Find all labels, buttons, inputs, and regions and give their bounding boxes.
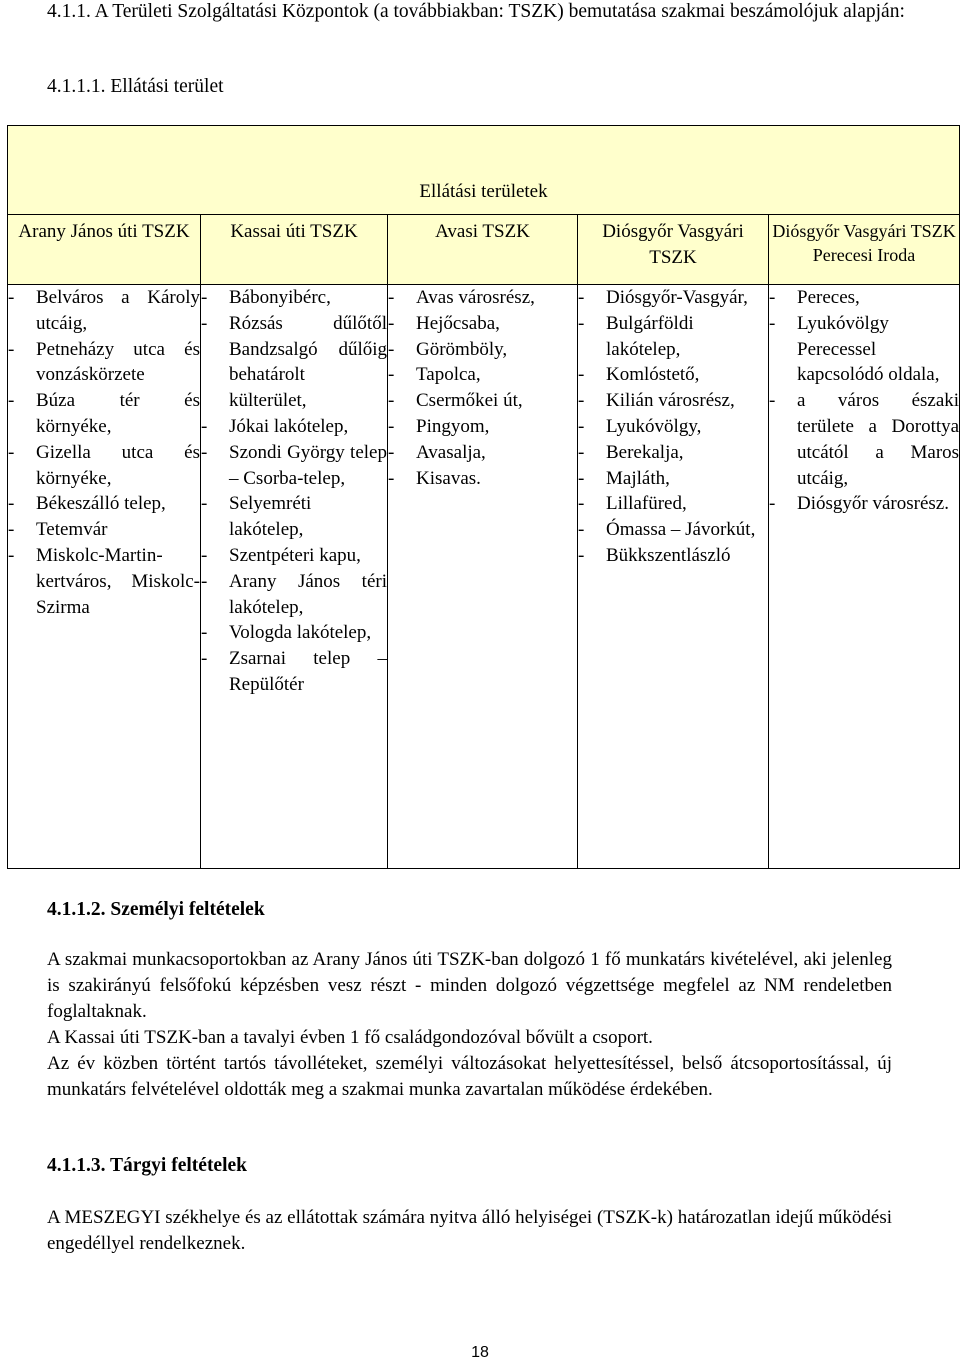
area-name: Tetemvár: [36, 519, 108, 541]
paragraph-premises: A MESZEGYI székhelye és az ellátottak számára nyitva álló helyiségei (TSZK-k) határozatlan idejű működési engedéllyel rendelkeznek.: [47, 1207, 892, 1254]
area-name: Pingyom,: [416, 415, 490, 437]
dash-marker: -: [578, 415, 585, 437]
area-name: Lyukóvölgy,: [606, 415, 702, 437]
dash-marker: -: [388, 338, 395, 360]
area-name: Jókai lakótelep,: [229, 415, 349, 437]
area-name: Diósgyőr-Vasgyár,: [606, 287, 748, 308]
area-list-item: [769, 491, 959, 517]
column-areas: [201, 285, 388, 869]
column-areas: [578, 285, 769, 869]
area-name: Hejőcsaba,: [416, 312, 500, 334]
dash-marker: -: [8, 493, 15, 515]
area-name: Tapolca,: [416, 364, 481, 386]
area-name: Selyemréti lakótelep,: [229, 493, 312, 541]
area-name: Petneházy utca és vonzáskörzete: [36, 338, 200, 386]
area-name: Bábonyibérc,: [229, 287, 331, 308]
column-areas: [769, 285, 960, 869]
column-areas: [8, 285, 201, 869]
area-name: Lyukóvölgy Perecessel kapcsolódó oldala,: [797, 312, 940, 386]
area-list: [8, 285, 200, 620]
area-list-item: [201, 440, 387, 492]
dash-marker: -: [578, 441, 585, 463]
area-list: [388, 285, 577, 491]
area-list-item: [201, 620, 387, 646]
area-list-item: [578, 466, 768, 492]
column-header: Avasi TSZK: [388, 215, 578, 285]
area-name: Ómassa – Jávorkút,: [606, 519, 756, 541]
dash-marker: -: [8, 544, 15, 566]
dash-marker: -: [769, 287, 776, 308]
dash-marker: -: [578, 364, 585, 386]
dash-marker: -: [578, 544, 585, 566]
dash-marker: -: [201, 287, 208, 308]
dash-marker: -: [769, 493, 776, 515]
dash-marker: -: [201, 570, 208, 592]
dash-marker: -: [388, 364, 395, 386]
dash-marker: -: [201, 493, 208, 515]
area-name: Miskolc-Martin-kertváros, Miskolc-Szirma: [36, 544, 200, 618]
paragraph-kassai-staff: A Kassai úti TSZK-ban a tavalyi évben 1 fő családgondozóval bővült a csoport.: [47, 1027, 653, 1048]
area-list: [578, 285, 768, 569]
dash-marker: -: [8, 519, 15, 541]
column-header: Diósgyőr Vasgyári TSZK: [578, 215, 769, 285]
area-list-item: [578, 362, 768, 388]
area-name: Komlóstető,: [606, 364, 700, 386]
area-list-item: [201, 491, 387, 543]
area-list-item: [769, 285, 959, 311]
area-name: a város északi területe a Dorottya utcától a Maros utcáig,: [797, 390, 960, 489]
service-areas-table: [7, 125, 960, 869]
area-name: Rózsás dűlőtől Bandzsalgó dűlőig behatárolt külterület,: [229, 312, 387, 412]
subsection-heading-ellatasi-terulet: 4.1.1.1. Ellátási terület: [47, 76, 224, 97]
dash-marker: -: [201, 622, 208, 644]
dash-marker: -: [388, 287, 395, 308]
dash-marker: -: [769, 390, 776, 412]
dash-marker: -: [769, 312, 776, 334]
dash-marker: -: [578, 312, 585, 334]
area-list-item: [578, 543, 768, 569]
dash-marker: -: [388, 467, 395, 489]
dash-marker: -: [578, 390, 585, 412]
dash-marker: -: [388, 312, 395, 334]
area-name: Arany János téri lakótelep,: [229, 570, 387, 618]
area-name: Békeszálló telep,: [36, 493, 166, 515]
subsection-heading-szemelyi-feltetelek: 4.1.1.2. Személyi feltételek: [47, 899, 265, 920]
dash-marker: -: [8, 338, 15, 360]
area-name: Bulgárföldi lakótelep,: [606, 312, 694, 360]
area-name: Majláth,: [606, 467, 670, 489]
dash-marker: -: [8, 287, 15, 308]
dash-marker: -: [8, 390, 15, 412]
area-name: Avas városrész,: [416, 287, 535, 308]
area-name: Csermőkei út,: [416, 390, 523, 412]
area-list-item: [388, 285, 577, 311]
page-number: 18: [471, 1344, 489, 1361]
dash-marker: -: [8, 441, 15, 463]
dash-marker: -: [578, 287, 585, 308]
dash-marker: -: [201, 312, 208, 334]
area-name: Diósgyőr városrész.: [797, 493, 949, 515]
column-header: Arany János úti TSZK: [8, 215, 201, 285]
dash-marker: -: [388, 441, 395, 463]
area-name: Zsarnai telep – Repülőtér: [229, 648, 387, 695]
area-name: Kisavas.: [416, 467, 481, 489]
area-name: Avasalja,: [416, 441, 486, 463]
area-list-item: [578, 311, 768, 363]
area-list: [769, 285, 959, 517]
column-header: Kassai úti TSZK: [201, 215, 388, 285]
area-name: Görömböly,: [416, 338, 508, 360]
paragraph-staff-qualification: A szakmai munkacsoportokban az Arany János úti TSZK-ban dolgozó 1 fő munkatárs kivételével, aki jelenleg is szakirányú felsőfokú képzésben vesz részt - minden dolgozó végzettsége megfelel az NM rendeletben foglaltaknak.: [47, 949, 892, 1022]
dash-marker: -: [201, 544, 208, 566]
column-header: Diósgyőr Vasgyári TSZK Perecesi Iroda: [769, 215, 960, 285]
area-list-item: [201, 285, 387, 311]
area-name: Belváros a Károly utcáig,: [36, 287, 200, 334]
area-list-item: [8, 517, 200, 543]
dash-marker: -: [388, 390, 395, 412]
dash-marker: -: [201, 415, 208, 437]
area-list-item: [201, 414, 387, 440]
area-name: Gizella utca és környéke,: [36, 441, 200, 489]
area-list-item: [388, 337, 577, 363]
area-list-item: [8, 440, 200, 492]
area-list-item: [388, 414, 577, 440]
dash-marker: -: [201, 648, 208, 670]
area-list-item: [769, 311, 959, 388]
table-title: Ellátási területek: [8, 126, 960, 215]
area-list-item: [8, 388, 200, 440]
area-list-item: [201, 646, 387, 698]
area-list-item: [388, 311, 577, 337]
area-name: Bükkszentlászló: [606, 544, 731, 566]
area-list-item: [8, 337, 200, 389]
area-name: Lillafüred,: [606, 493, 687, 515]
paragraph-staff-changes: Az év közben történt tartós távolléteket, személyi változásokat helyettesítéssel, belső átcsoportosítással, új munkatárs felvételével oldották meg a szakmai munka zavartalan működése érdekében.: [47, 1053, 892, 1100]
dash-marker: -: [578, 467, 585, 489]
area-list-item: [388, 440, 577, 466]
area-list-item: [388, 388, 577, 414]
area-name: Berekalja,: [606, 441, 684, 463]
dash-marker: -: [578, 493, 585, 515]
area-list-item: [201, 311, 387, 414]
area-name: Pereces,: [797, 287, 860, 308]
area-list-item: [388, 362, 577, 388]
dash-marker: -: [201, 441, 208, 463]
area-list-item: [8, 543, 200, 620]
area-list-item: [578, 414, 768, 440]
area-list-item: [201, 543, 387, 569]
area-list-item: [578, 491, 768, 517]
area-name: Vologda lakótelep,: [229, 622, 372, 644]
area-name: Búza tér és környéke,: [36, 390, 200, 437]
area-list-item: [578, 285, 768, 311]
section-heading: 4.1.1. A Területi Szolgáltatási Központok (a továbbiakban: TSZK) bemutatása szakmai beszámolójuk alapján:: [47, 1, 905, 22]
area-list-item: [578, 388, 768, 414]
area-list-item: [8, 491, 200, 517]
dash-marker: -: [578, 519, 585, 541]
area-list-item: [578, 440, 768, 466]
area-list-item: [8, 285, 200, 337]
area-list-item: [578, 517, 768, 543]
subsection-heading-targyi-feltetelek: 4.1.1.3. Tárgyi feltételek: [47, 1155, 248, 1176]
area-name: Szentpéteri kapu,: [229, 544, 361, 566]
area-list-item: [769, 388, 959, 491]
area-name: Szondi György telep – Csorba-telep,: [229, 441, 387, 489]
dash-marker: -: [388, 415, 395, 437]
area-list: [201, 285, 387, 698]
area-list-item: [388, 466, 577, 492]
column-areas: [388, 285, 578, 869]
area-list-item: [201, 569, 387, 621]
area-name: Kilián városrész,: [606, 390, 735, 412]
